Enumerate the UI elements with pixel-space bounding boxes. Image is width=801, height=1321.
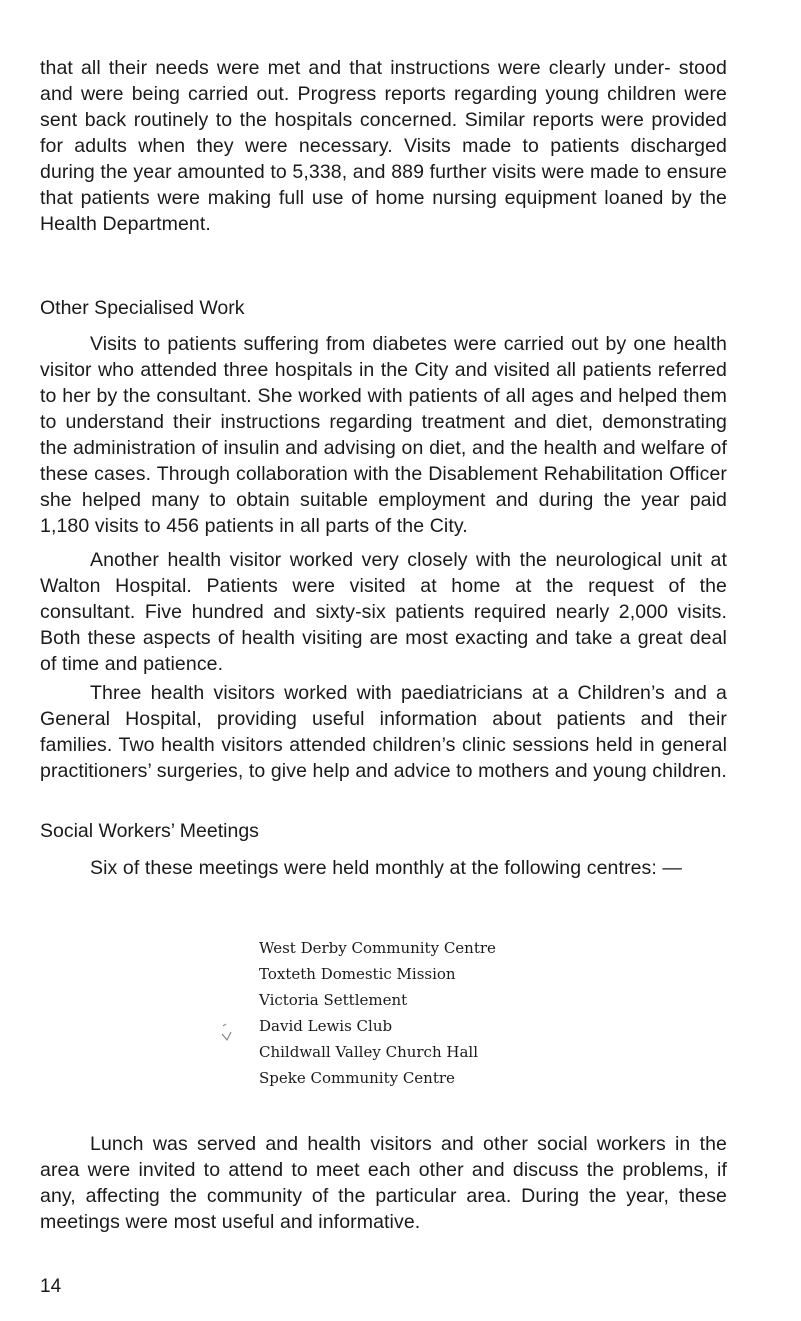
- paragraph-lunch: Lunch was served and health visitors and other social workers in the area were invited to attend to meet each other and discuss the problems, if any, affecting the community of the particular area. During the year, these meetings were most useful and informative.: [40, 1133, 727, 1233]
- paragraph-meetings-intro: Six of these meetings were held monthly at the following centres: —: [90, 857, 682, 879]
- centres-list: [259, 935, 496, 1091]
- centre-item: West Derby Community Centre: [259, 939, 496, 957]
- paragraph-diabetes-visits: Visits to patients suffering from diabetes were carried out by one health visitor who attended three hospitals in the City and visited all patients referred to her by the consultant. She worked with patients of all ages and helped them to understand their instructions regarding treatment and diet, demonstrating the administration of insulin and advising on diet, and the health and welfare of these cases. Through collaboration with the Disablement Rehabilitation Officer she helped many to obtain suitable employment and during the year paid 1,180 visits to 456 patients in all parts of the City.: [40, 333, 727, 537]
- page-number: 14: [40, 1276, 62, 1297]
- heading-social-workers-meetings: Social Workers’ Meetings: [40, 820, 259, 842]
- paragraph-home-visits: that all their needs were met and that instructions were clearly under- stood and were being carried out. Progress reports regarding young children were sent back routinely to the hospitals concerned. Similar reports were provided for adults when they were necessary. Visits made to patients discharged during the year amounted to 5,338, and 889 further visits were made to ensure that patients were making full use of home nursing equipment loaned by the Health Department.: [40, 57, 727, 235]
- paragraph-paediatricians: Three health visitors worked with paediatricians at a Children’s and a General Hospital, providing useful information about patients and their families. Two health visitors attended children’s clinic sessions held in general practitioners’ surgeries, to give help and advice to mothers and young children.: [40, 682, 727, 782]
- centre-item: Childwall Valley Church Hall: [259, 1043, 479, 1061]
- centre-item: Speke Community Centre: [259, 1069, 455, 1087]
- centre-item: Toxteth Domestic Mission: [259, 965, 456, 983]
- centre-item: David Lewis Club: [259, 1017, 393, 1035]
- heading-other-specialised-work: Other Specialised Work: [40, 297, 245, 319]
- pencil-tick-mark: [220, 1022, 234, 1044]
- paragraph-neurological-unit: Another health visitor worked very closely with the neurological unit at Walton Hospital. Patients were visited at home at the request of the consultant. Five hundred and sixty-six patients required nearly 2,000 visits. Both these aspects of health visiting are most exacting and take a great deal of time and patience.: [40, 549, 727, 675]
- centre-item: Victoria Settlement: [259, 991, 408, 1009]
